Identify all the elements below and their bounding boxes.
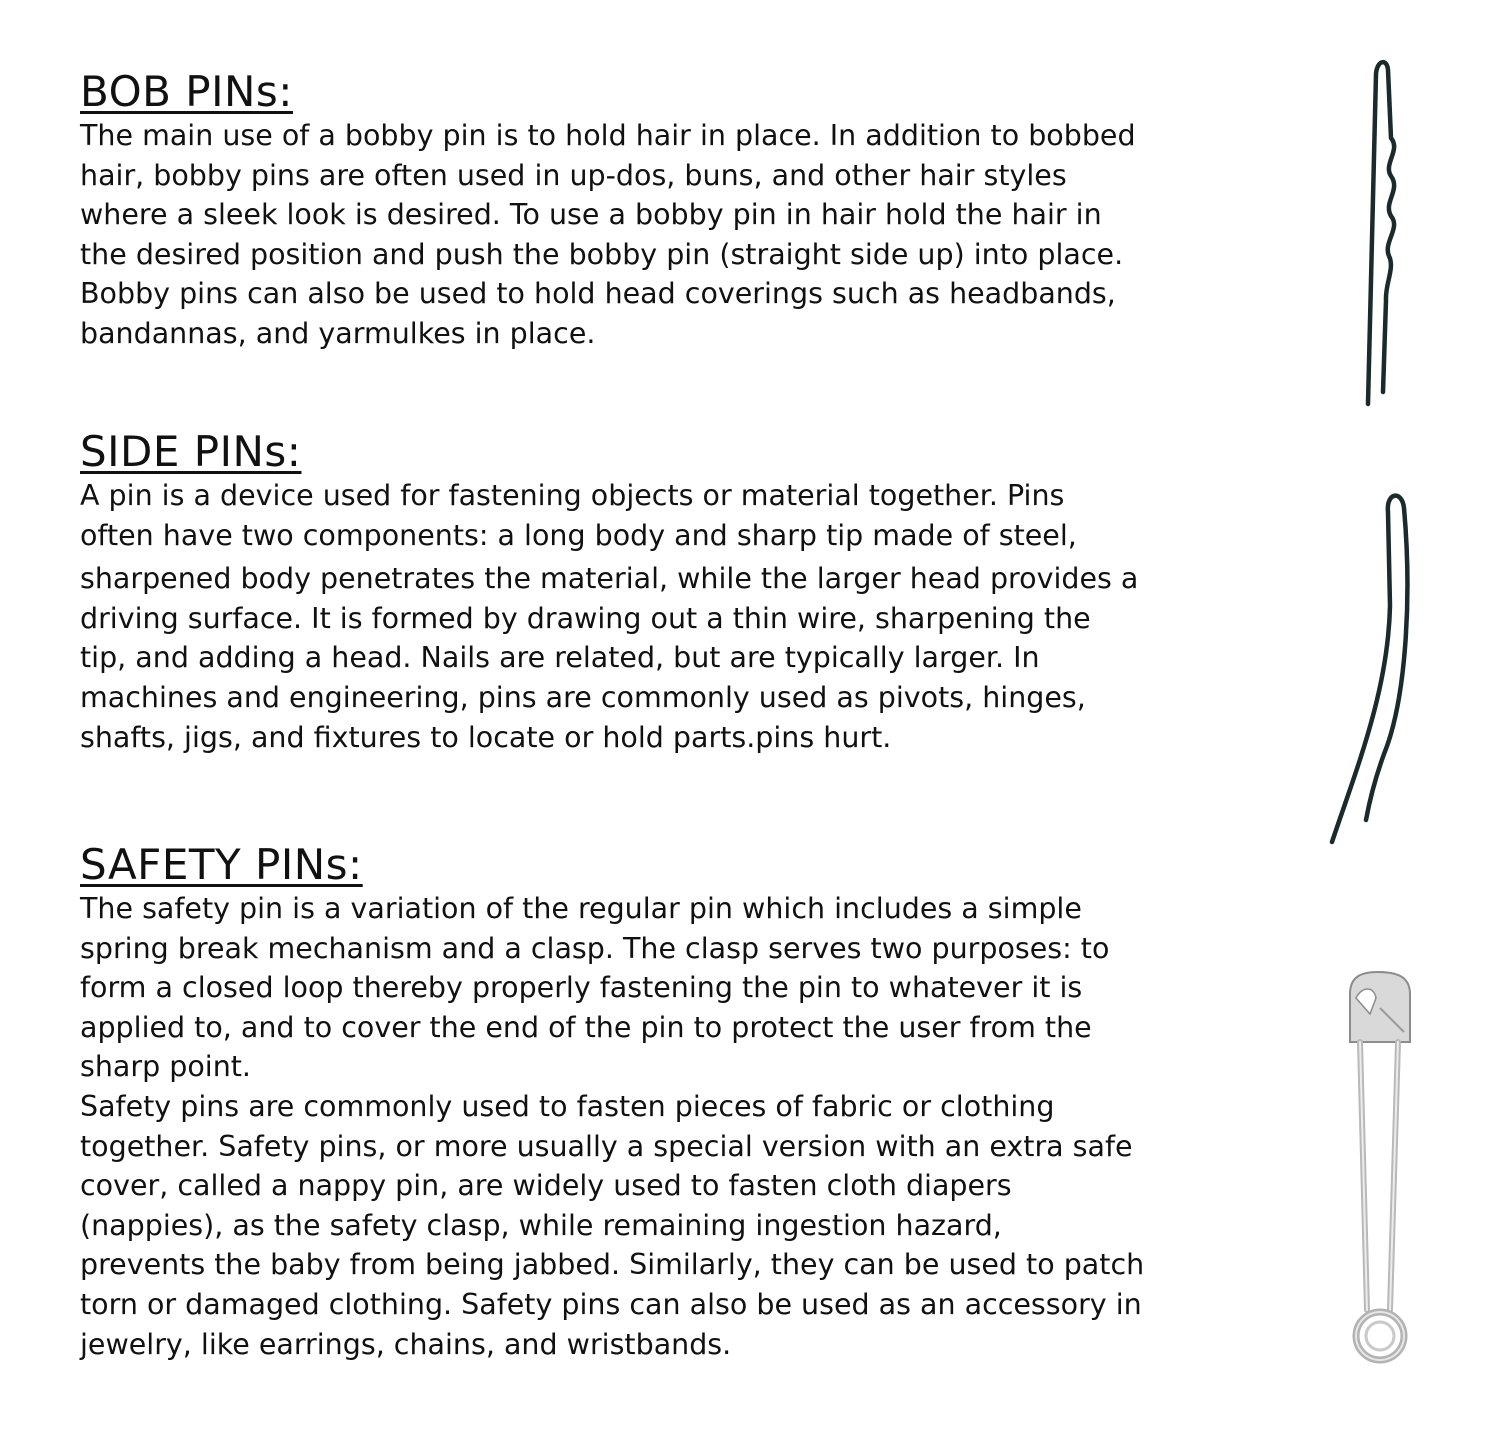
bobby-pin-icon [1355, 52, 1405, 408]
heading-safety-pins: SAFETY PINs: [80, 840, 363, 889]
text-line: often have two components: a long body and sharp tip made of steel, [80, 518, 1077, 552]
text-line: sharpened body penetrates the material, while the larger head provides a [80, 562, 1139, 596]
text-line: where a sleek look is desired. To use a bobby pin in hair hold the hair in [80, 198, 1102, 232]
heading-bob-pins: BOB PINs: [80, 67, 293, 116]
section-bob-pins [80, 68, 1280, 354]
text-line: bandannas, and yarmulkes in place. [80, 316, 596, 350]
text-line: applied to, and to cover the end of the pin to protect the user from the [80, 1010, 1092, 1044]
text-line: A pin is a device used for fastening objects or material together. Pins [80, 479, 1065, 512]
text-line: jewelry, like earrings, chains, and wristbands. [80, 1327, 732, 1361]
text-line: Bobby pins can also be used to hold head coverings such as headbands, [80, 277, 1116, 311]
paragraph-safety-pins [80, 889, 1280, 1364]
side-pin-icon [1322, 486, 1412, 848]
text-line: together. Safety pins, or more usually a special version with an extra safe [80, 1129, 1133, 1163]
text-line: sharp point. [80, 1050, 251, 1084]
text-line: Safety pins are commonly used to fasten pieces of fabric or clothing [80, 1089, 1055, 1123]
text-line: torn or damaged clothing. Safety pins can also be used as an accessory in [80, 1287, 1142, 1321]
text-line: hair, bobby pins are often used in up-dos, buns, and other hair styles [80, 158, 1067, 192]
text-line: machines and engineering, pins are commonly used as pivots, hinges, [80, 680, 1086, 714]
text-line: spring break mechanism and a clasp. The clasp serves two purposes: to [80, 931, 1110, 965]
safety-pin-icon [1340, 968, 1420, 1372]
text-line: shafts, jigs, and fixtures to locate or hold parts.pins hurt. [80, 720, 892, 754]
section-side-pins [80, 428, 1280, 753]
text-line: the desired position and push the bobby pin (straight side up) into place. [80, 237, 1124, 271]
text-line: form a closed loop thereby properly fastening the pin to whatever it is [80, 971, 1083, 1005]
text-line: cover, called a nappy pin, are widely used to fasten cloth diapers [80, 1169, 1012, 1203]
text-line: (nappies), as the safety clasp, while remaining ingestion hazard, [80, 1208, 1002, 1242]
text-line: driving surface. It is formed by drawing out a thin wire, sharpening the [80, 601, 1091, 635]
heading-side-pins: SIDE PINs: [80, 427, 302, 476]
paragraph-side-pins [80, 476, 1280, 753]
text-line: The main use of a bobby pin is to hold hair in place. In addition to bobbed [80, 119, 1136, 152]
paragraph-bob-pins [80, 116, 1280, 354]
text-line: tip, and adding a head. Nails are related, but are typically larger. In [80, 641, 1040, 675]
text-line: prevents the baby from being jabbed. Similarly, they can be used to patch [80, 1248, 1145, 1282]
section-safety-pins [80, 841, 1280, 1364]
text-line: The safety pin is a variation of the regular pin which includes a simple [80, 892, 1082, 925]
